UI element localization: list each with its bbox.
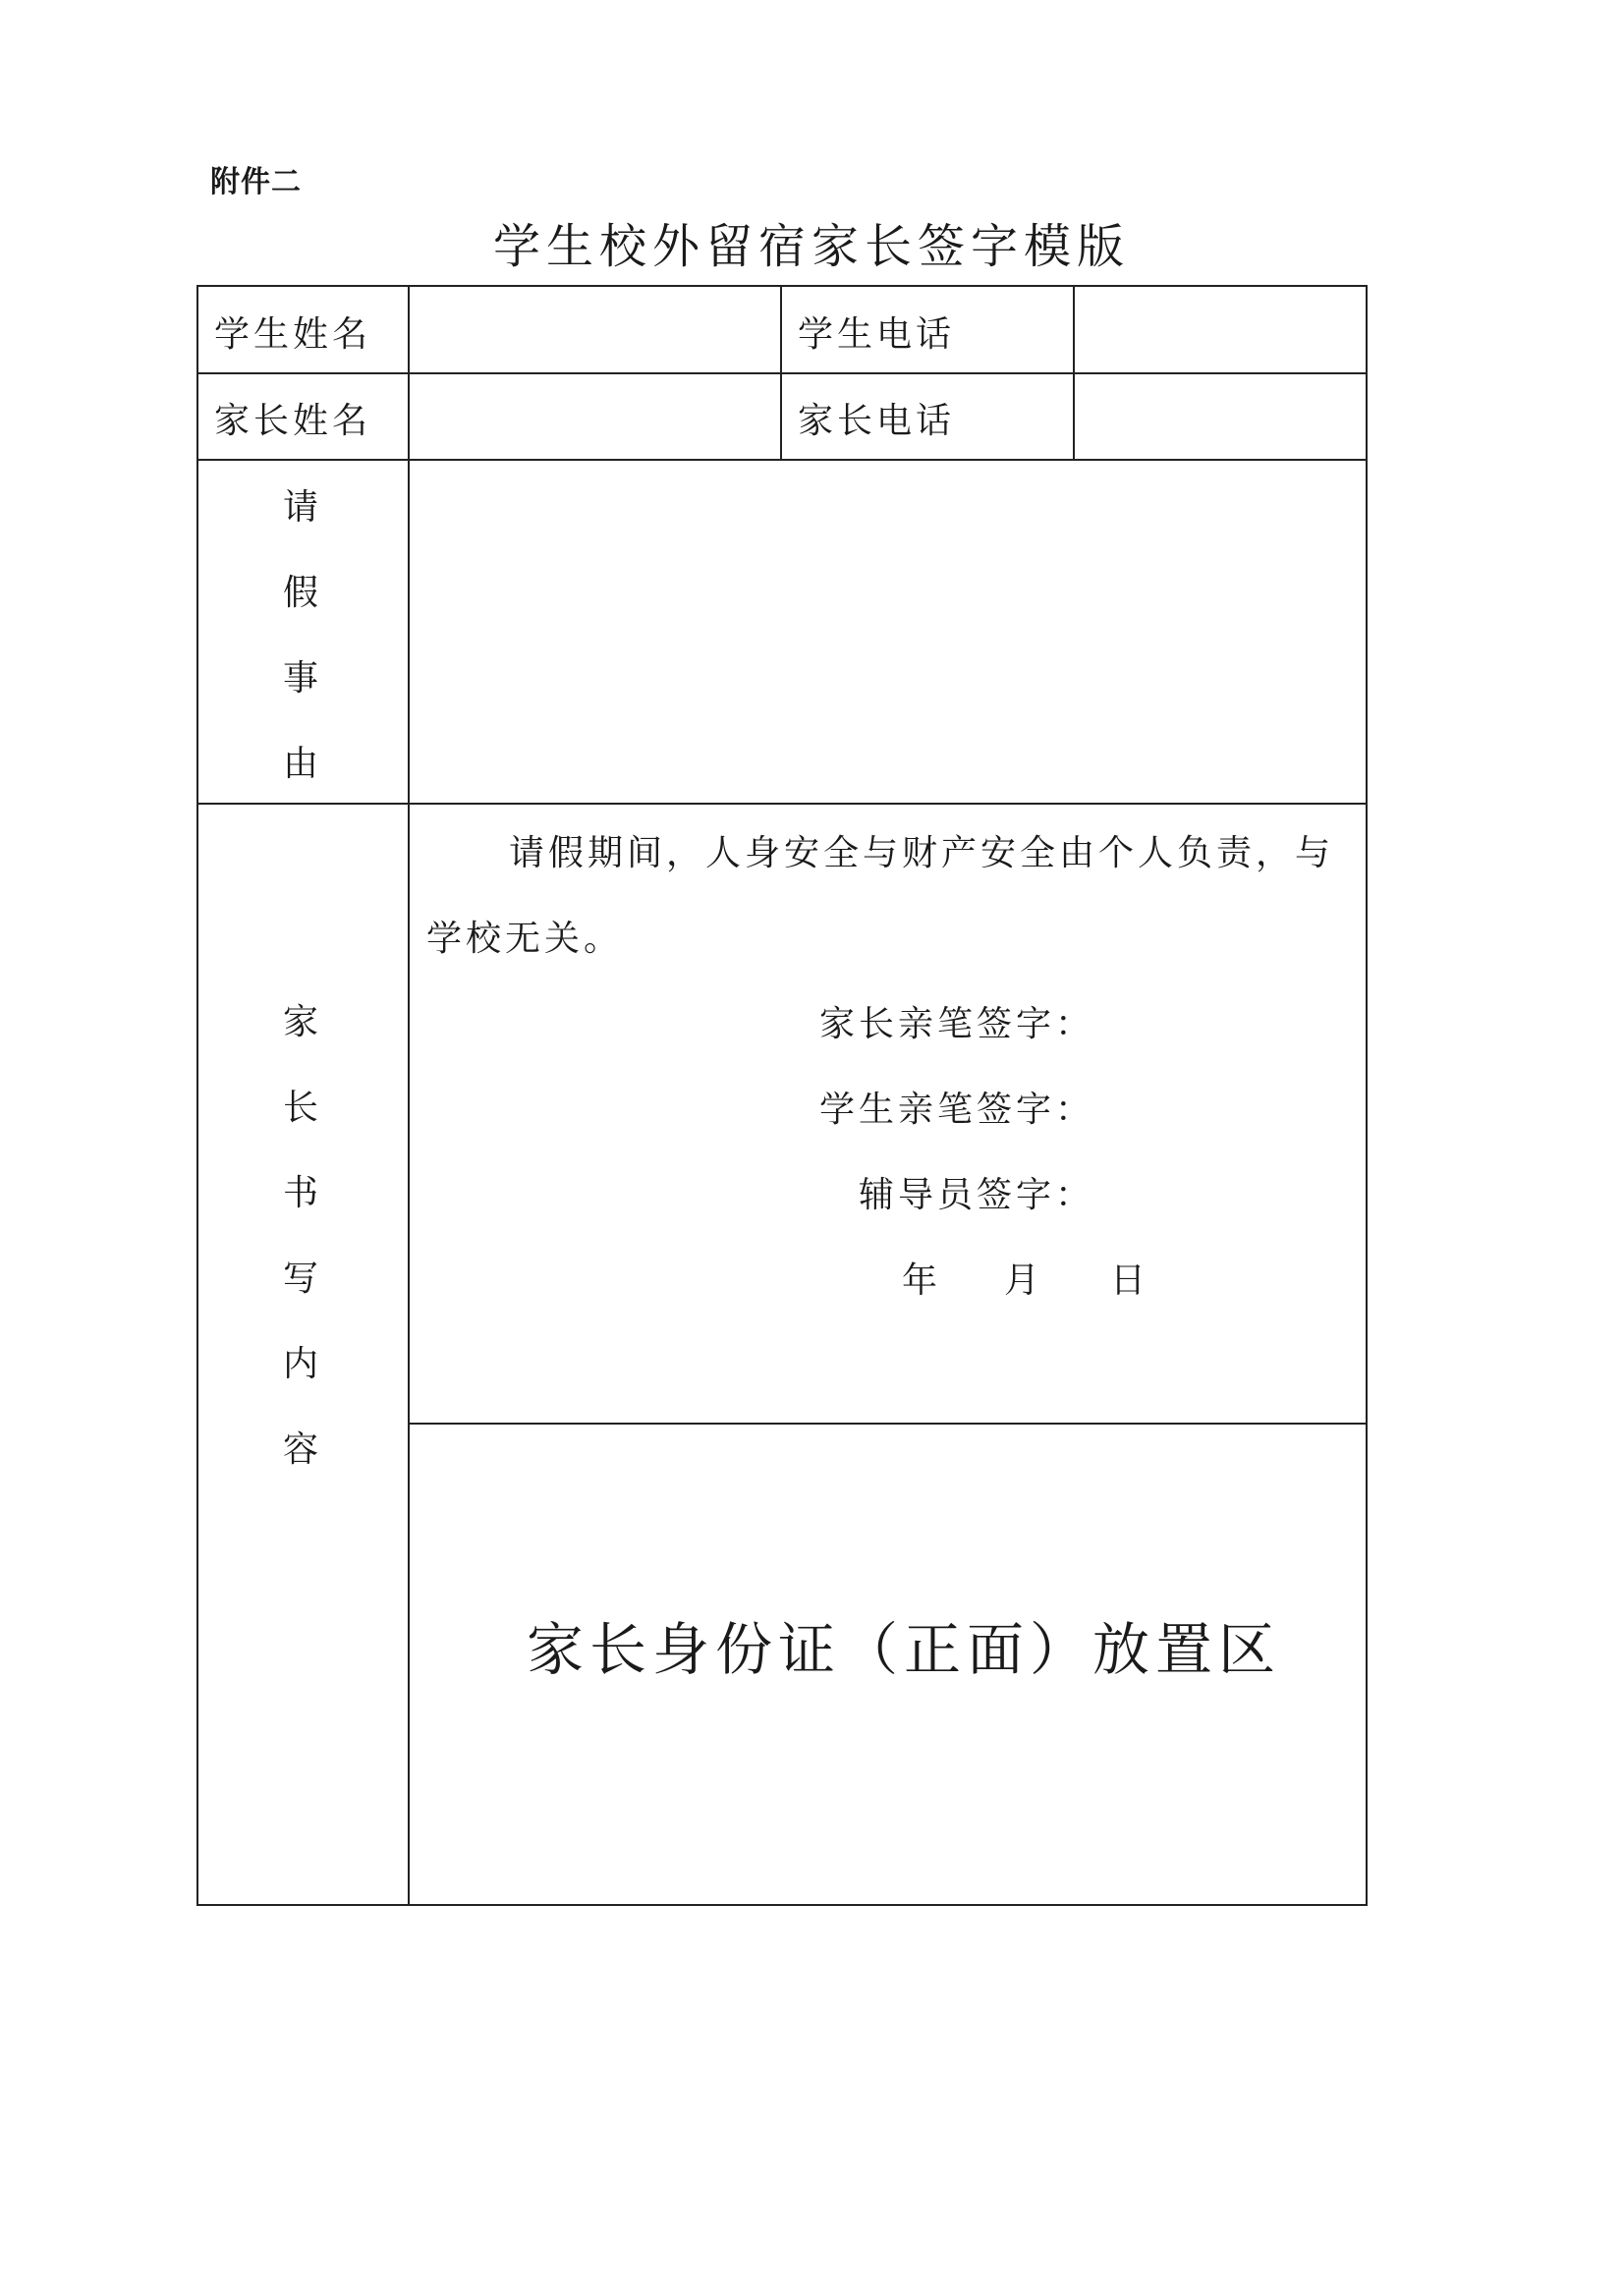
student-signature-field[interactable] [1087,1074,1352,1129]
counselor-signature-label: 辅导员签字： [859,1175,1095,1215]
student-signature-label: 学生亲笔签字： [819,1090,1095,1130]
leave-reason-field[interactable] [411,462,1366,801]
row-divider [408,1423,1368,1425]
leave-reason-char: 假 [282,573,318,613]
column-divider [1073,285,1075,461]
student-name-label: 学生姓名 [214,314,372,355]
statement-line-1: 请假期间，人身安全与财产安全由个人负责，与 [509,833,1335,873]
counselor-signature-field[interactable] [1087,1159,1352,1214]
row-divider [196,803,1368,805]
parent-name-field[interactable] [411,375,778,458]
parent-section-char: 长 [282,1088,318,1128]
attachment-label: 附件二 [210,165,302,199]
row-divider [196,372,1368,374]
parent-phone-field[interactable] [1077,375,1366,458]
student-phone-label: 学生电话 [798,314,956,355]
row-divider [196,459,1368,461]
parent-section-char: 内 [282,1344,318,1384]
parent-section-char: 书 [282,1173,318,1213]
column-divider [408,285,410,1906]
leave-reason-label [281,479,320,794]
column-divider [780,285,782,461]
parent-signature-field[interactable] [1087,988,1352,1043]
parent-section-label [281,994,320,1505]
parent-section-char: 容 [282,1429,318,1470]
id-card-zone-label: 家长身份证（正面）放置区 [527,1616,1282,1683]
statement-line-2: 学校无关。 [426,919,624,959]
leave-reason-char: 请 [282,487,318,528]
parent-name-label: 家长姓名 [214,401,372,441]
date-day-label: 日 [1110,1260,1150,1301]
leave-reason-char: 事 [282,658,318,699]
student-phone-field[interactable] [1077,287,1366,371]
date-year-label: 年 [902,1260,942,1301]
document-title: 学生校外留宿家长签字模版 [492,219,1130,274]
parent-phone-label: 家长电话 [798,401,956,441]
parent-section-char: 写 [282,1259,318,1299]
leave-reason-char: 由 [282,744,318,784]
student-name-field[interactable] [411,287,778,371]
date-month-label: 月 [1004,1260,1044,1301]
parent-section-char: 家 [282,1002,318,1042]
parent-signature-label: 家长亲笔签字： [819,1004,1095,1044]
